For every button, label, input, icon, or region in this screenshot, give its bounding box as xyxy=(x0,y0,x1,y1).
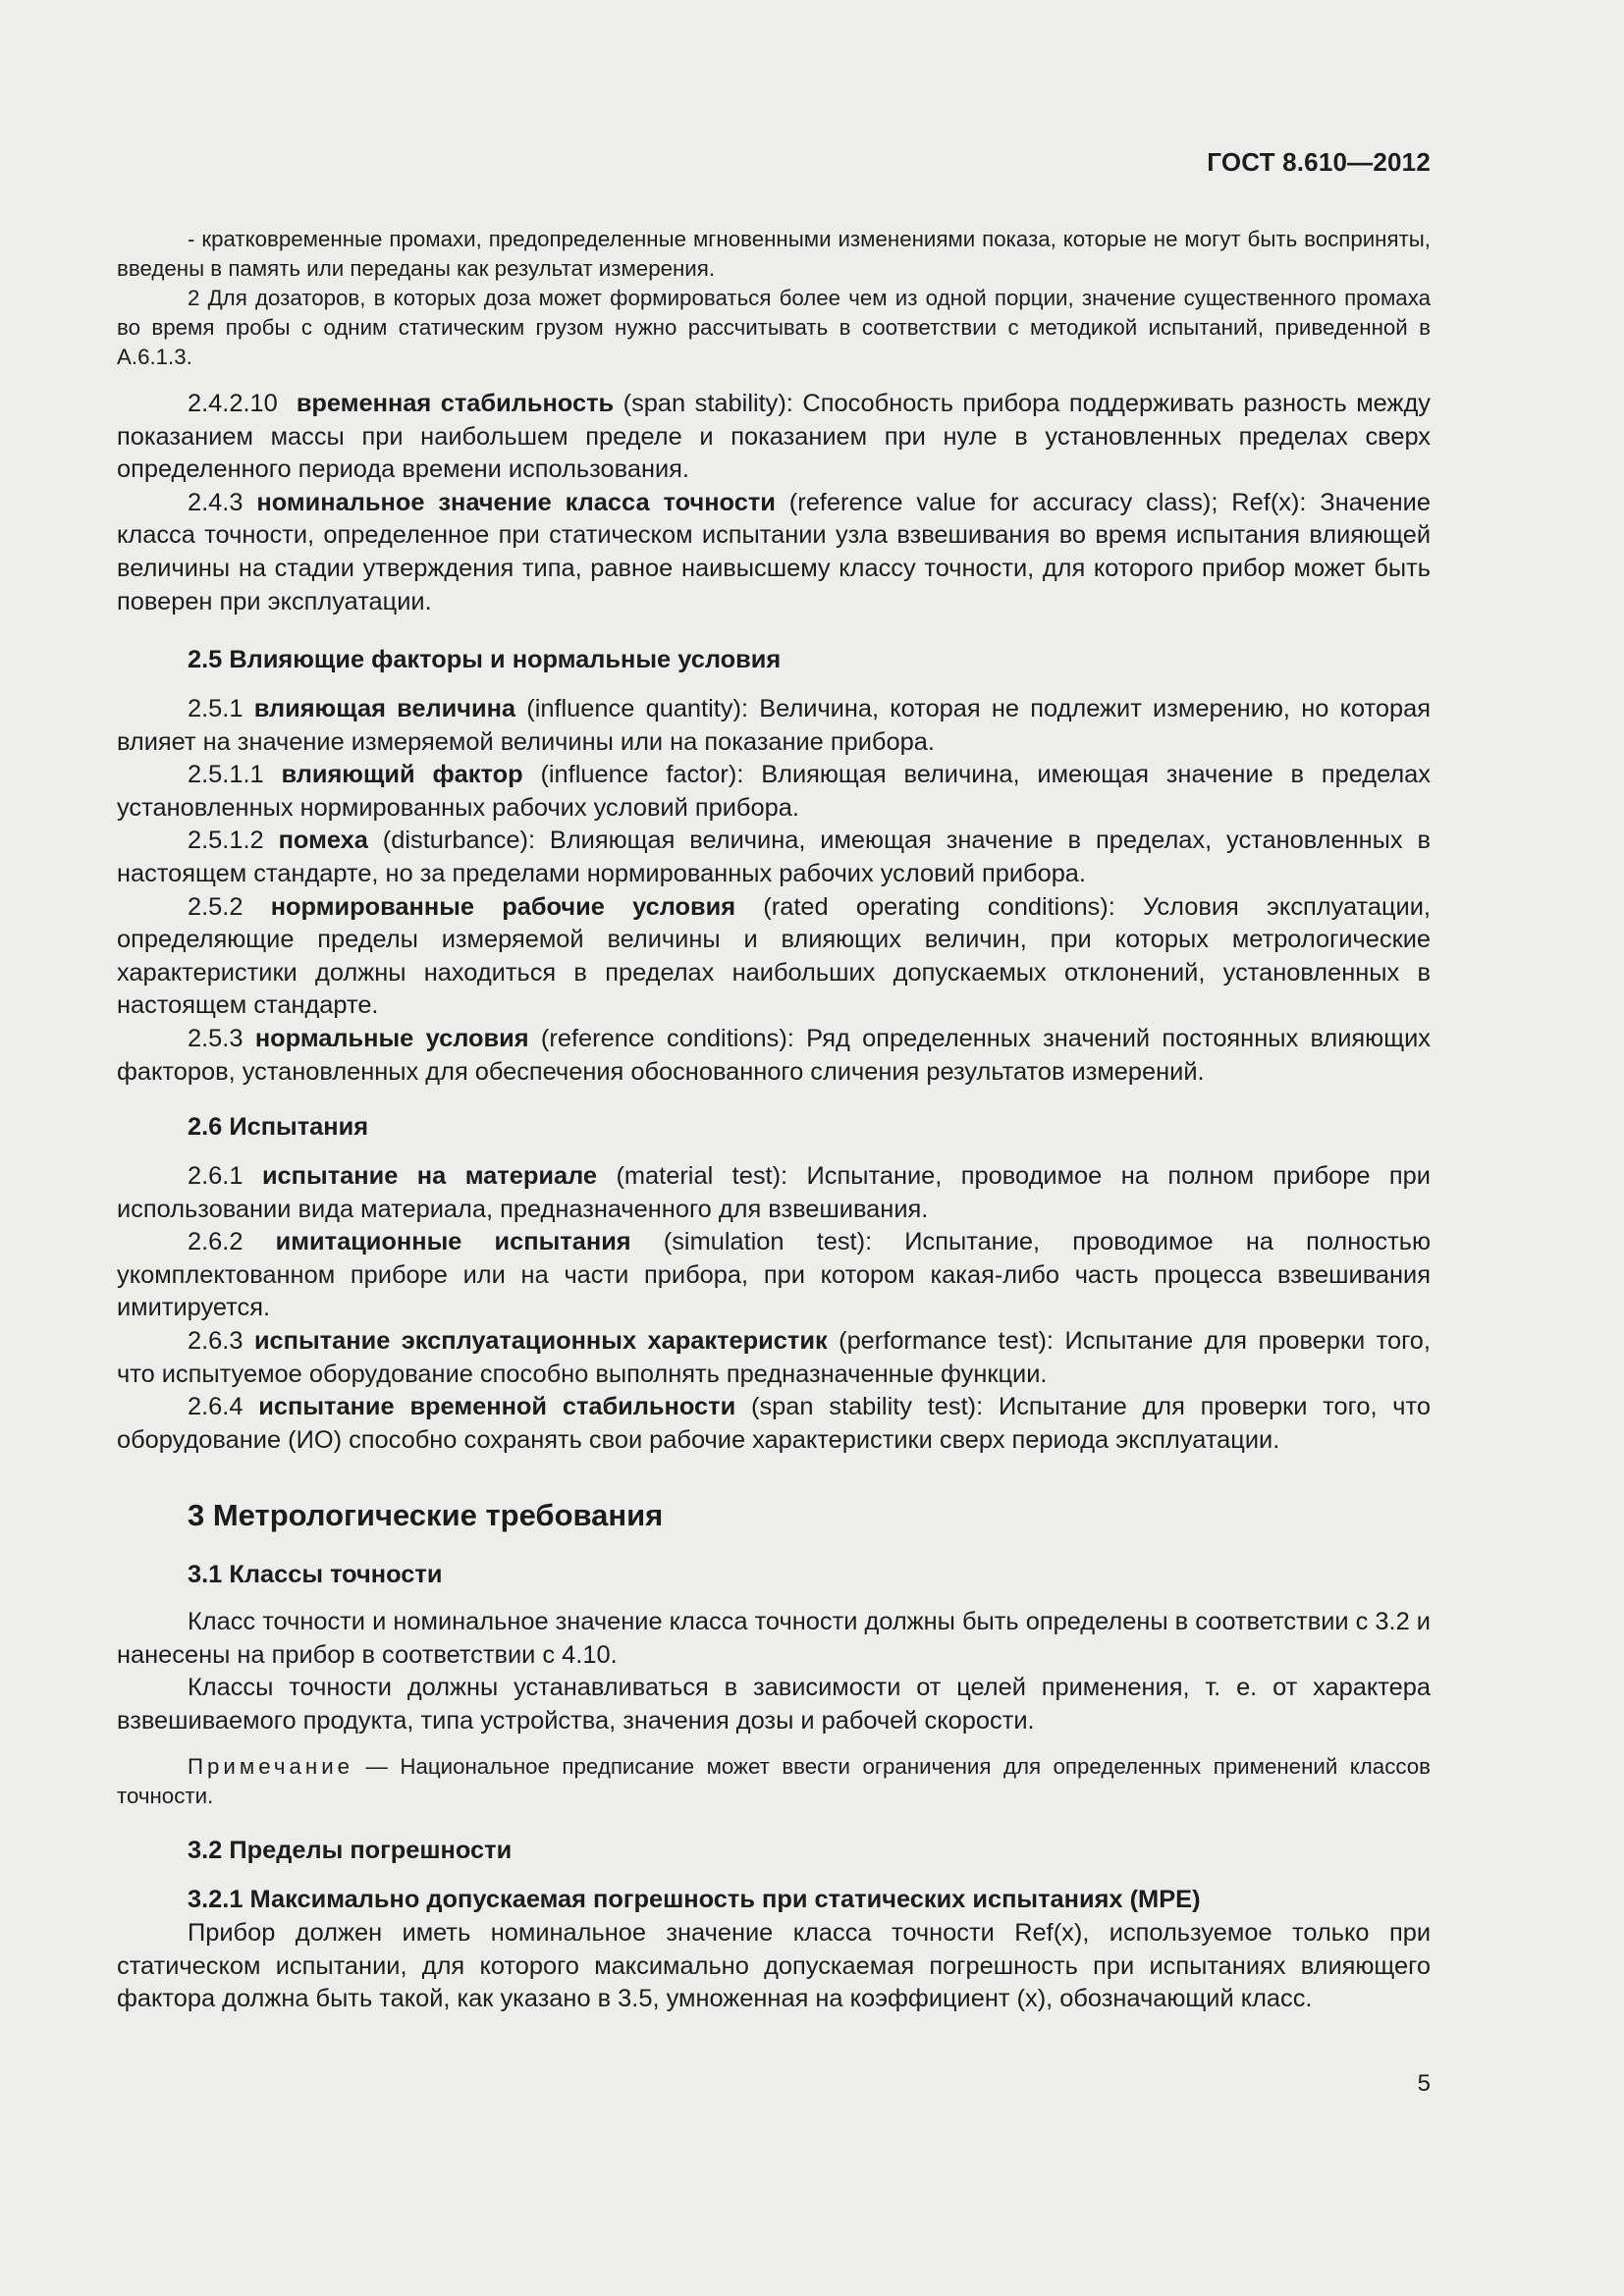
block-3-2-1 xyxy=(117,1917,1431,2016)
paragraph-2-4-2-10: 2.4.2.10 временная стабильность (span stability): Способность прибора поддерживать разность между показанием массы при наибольшем пределе и показанием при нуле в установленных пределах сверх определенного периода времени использования. xyxy=(117,390,1431,484)
heading-3-2: 3.2 Пределы погрешности xyxy=(188,1837,513,1864)
paragraph-2-6-2: 2.6.2 имитационные испытания (simulation test): Испытание, проводимое на полностью укомплектованном приборе или на части прибора, при котором какая-либо часть процесса взвешивания имитируется. xyxy=(117,1228,1431,1322)
paragraph-3-1-a: Класс точности и номинальное значение класса точности должны быть определены в соответствии с 3.2 и нанесены на прибор в соответствии с 4.10. xyxy=(117,1608,1431,1669)
block-2-4 xyxy=(117,388,1431,618)
paragraph-2-6-3: 2.6.3 испытание эксплуатационных характеристик (performance test): Испытание для проверки того, что испытуемое оборудование способно выполнять предназначенные функции. xyxy=(117,1326,1431,1388)
block-2-5 xyxy=(117,693,1431,1089)
paragraph-3-1-b: Классы точности должны устанавливаться в зависимости от целей применения, т. е. от характера взвешиваемого продукта, типа устройства, значения дозы и рабочей скорости. xyxy=(117,1674,1431,1735)
note-line-1: - кратковременные промахи, предопределенные мгновенными изменениями показа, которые не могут быть восприняты, введены в память или переданы как результат измерения. xyxy=(117,227,1431,281)
heading-3-1: 3.1 Классы точности xyxy=(188,1561,443,1588)
note-line-2: 2 Для дозаторов, в которых доза может формироваться более чем из одной порции, значение существенного промаха во время пробы с одним статическим грузом нужно рассчитывать в соответствии с методикой испытаний, приведенной в А.6.1.3. xyxy=(117,286,1431,369)
paragraph-2-6-4: 2.6.4 испытание временной стабильности (span stability test): Испытание для проверки того, что оборудование (ИО) способно сохранять свои рабочие характеристики сверх периода эксплуатации. xyxy=(117,1393,1431,1454)
paragraph-2-6-1: 2.6.1 испытание на материале (material test): Испытание, проводимое на полном приборе при использовании вида материала, предназначенного для взвешивания. xyxy=(117,1162,1431,1223)
block-2-6 xyxy=(117,1160,1431,1457)
paragraph-2-5-1-2: 2.5.1.2 помеха (disturbance): Влияющая величина, имеющая значение в пределах, установленных в настоящем стандарте, но за пределами нормированных рабочих условий прибора. xyxy=(117,827,1431,887)
note-label: Примечание xyxy=(188,1754,354,1779)
paragraph-2-4-3: 2.4.3 номинальное значение класса точности (reference value for accuracy class); Ref(x): Значение класса точности, определенное при статическом испытании узла взвешивания во время испытания влияющей величины на стадии утверждения типа, равное наивысшему классу точности, для которого прибор может быть поверен при эксплуатации. xyxy=(117,488,1431,615)
paragraph-2-5-1-1: 2.5.1.1 влияющий фактор (influence factor): Влияющая величина, имеющая значение в пределах установленных нормированных рабочих условий прибора. xyxy=(117,761,1431,822)
note-3-1 xyxy=(117,1752,1431,1811)
page-number: 5 xyxy=(1417,2070,1431,2097)
paragraph-2-5-1: 2.5.1 влияющая величина (influence quantity): Величина, которая не подлежит измерению, но которая влияет на значение измеряемой величины или на показание прибора. xyxy=(117,695,1431,756)
heading-2-5: 2.5 Влияющие факторы и нормальные условия xyxy=(188,646,782,673)
paragraph-2-5-3: 2.5.3 нормальные условия (reference conditions): Ряд определенных значений постоянных влияющих факторов, установленных для обеспечения обоснованного сличения результатов измерений. xyxy=(117,1024,1431,1086)
heading-section-3: 3 Метрологические требования xyxy=(188,1498,664,1532)
document-code: ГОСТ 8.610—2012 xyxy=(1207,147,1431,177)
heading-2-6: 2.6 Испытания xyxy=(188,1113,369,1141)
note-text: — Национальное предписание может ввести ограничения для определенных применений классов точности. xyxy=(117,1754,1431,1808)
paragraph-2-5-2: 2.5.2 нормированные рабочие условия (rated operating conditions): Условия эксплуатации, определяющие пределы измеряемой величины и влияющих величин, при которых метрологические характеристики должны находиться в пределах наибольших допускаемых отклонений, установленных в настоящем стандарте. xyxy=(117,892,1431,1020)
heading-3-2-1: 3.2.1 Максимально допускаемая погрешность при статических испытаниях (МРЕ) xyxy=(188,1886,1201,1913)
paragraph-3-2-1: Прибор должен иметь номинальное значение класса точности Ref(x), используемое только при статическом испытании, для которого максимально допускаемая погрешность при испытаниях влияющего фактора должна быть такой, как указано в 3.5, умноженная на коэффициент (x), обозначающий класс. xyxy=(117,1919,1431,2013)
notes-top xyxy=(117,225,1431,372)
block-3-1 xyxy=(117,1606,1431,1737)
